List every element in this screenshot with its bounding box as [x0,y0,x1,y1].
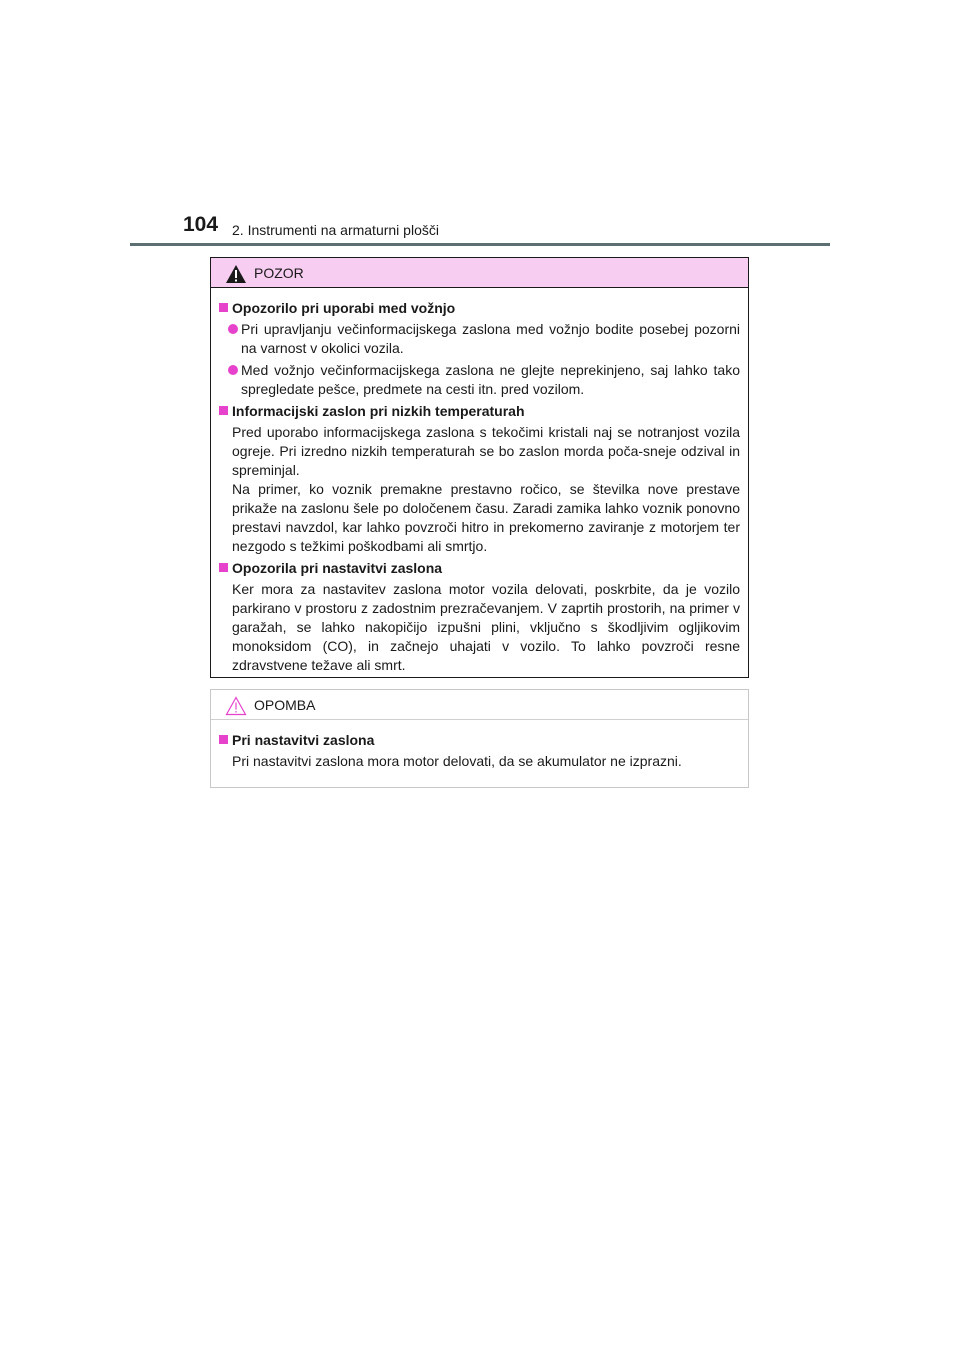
warning-box [210,257,749,678]
section-title-display-setup-warning: Opozorila pri nastavitvi zaslona [218,559,740,578]
paragraph: Pri nastavitvi zaslona mora motor delovati, da se akumulator ne izprazni. [232,753,682,769]
section-text [218,423,740,556]
paragraph: Ker mora za nastavitev zaslona motor vozila delovati, poskrbite, da je vozilo parkirano v prostoru z zadostnim prezračevanjem. V zaprtih prostorih, na primer v garažah, se lahko nakopičijo izpušni plini, vključno s škodljivim ogljikovim monoksidom (CO), in začnejo uhajati v vozilo. To lahko povzroči resne zdravstvene težave ali smrt. [232,581,740,673]
section-title-display-setup: Pri nastavitvi zaslona [218,731,740,750]
warning-box-body [211,288,748,675]
square-bullet-icon [219,563,228,572]
section-text [218,752,740,771]
page-number: 104 [183,213,219,236]
round-bullet-icon [228,365,238,375]
warning-triangle-filled-icon [225,264,247,284]
warning-triangle-outline-icon [225,696,247,716]
warning-box-header [211,258,748,288]
warning-box-label: POZOR [254,265,304,281]
note-box [210,689,749,788]
chapter-title: 2. Instrumenti na armaturni plošči [232,222,439,238]
round-bullet-icon [228,324,238,334]
note-box-header [211,690,748,720]
section-title-low-temperature: Informacijski zaslon pri nizkih temperaturah [218,402,740,421]
section-text [218,580,740,675]
header-rule [130,243,830,246]
bullet-item: Pri upravljanju večinformacijskega zaslona med vožnjo bodite posebej pozorni na varnost v okolici vozila. [218,320,740,358]
section-title-driving-warning: Opozorilo pri uporabi med vožnjo [218,299,740,318]
paragraph: Na primer, ko voznik premakne prestavno ročico, se številka nove prestave prikaže na zaslonu šele po določenem času. Zaradi zamika lahko voznik ponovno prestavi navzdol, kar lahko povzroči hitro in prekomerno zaviranje z motorjem ter nezgodo s težkimi poškodbami ali smrtjo. [232,481,740,554]
bullet-item: Med vožnjo večinformacijskega zaslona ne glejte neprekinjeno, saj lahko tako spregledate pešce, predmete na cesti itn. pred vozilom. [218,361,740,399]
square-bullet-icon [219,735,228,744]
square-bullet-icon [219,303,228,312]
paragraph: Pred uporabo informacijskega zaslona s tekočimi kristali naj se notranjost vozila ogreje. Pri izredno nizkih temperaturah se bo zaslon morda poča-sneje odzival in spreminjal. [232,424,740,478]
note-box-label: OPOMBA [254,697,316,713]
square-bullet-icon [219,406,228,415]
note-box-body [211,720,748,771]
